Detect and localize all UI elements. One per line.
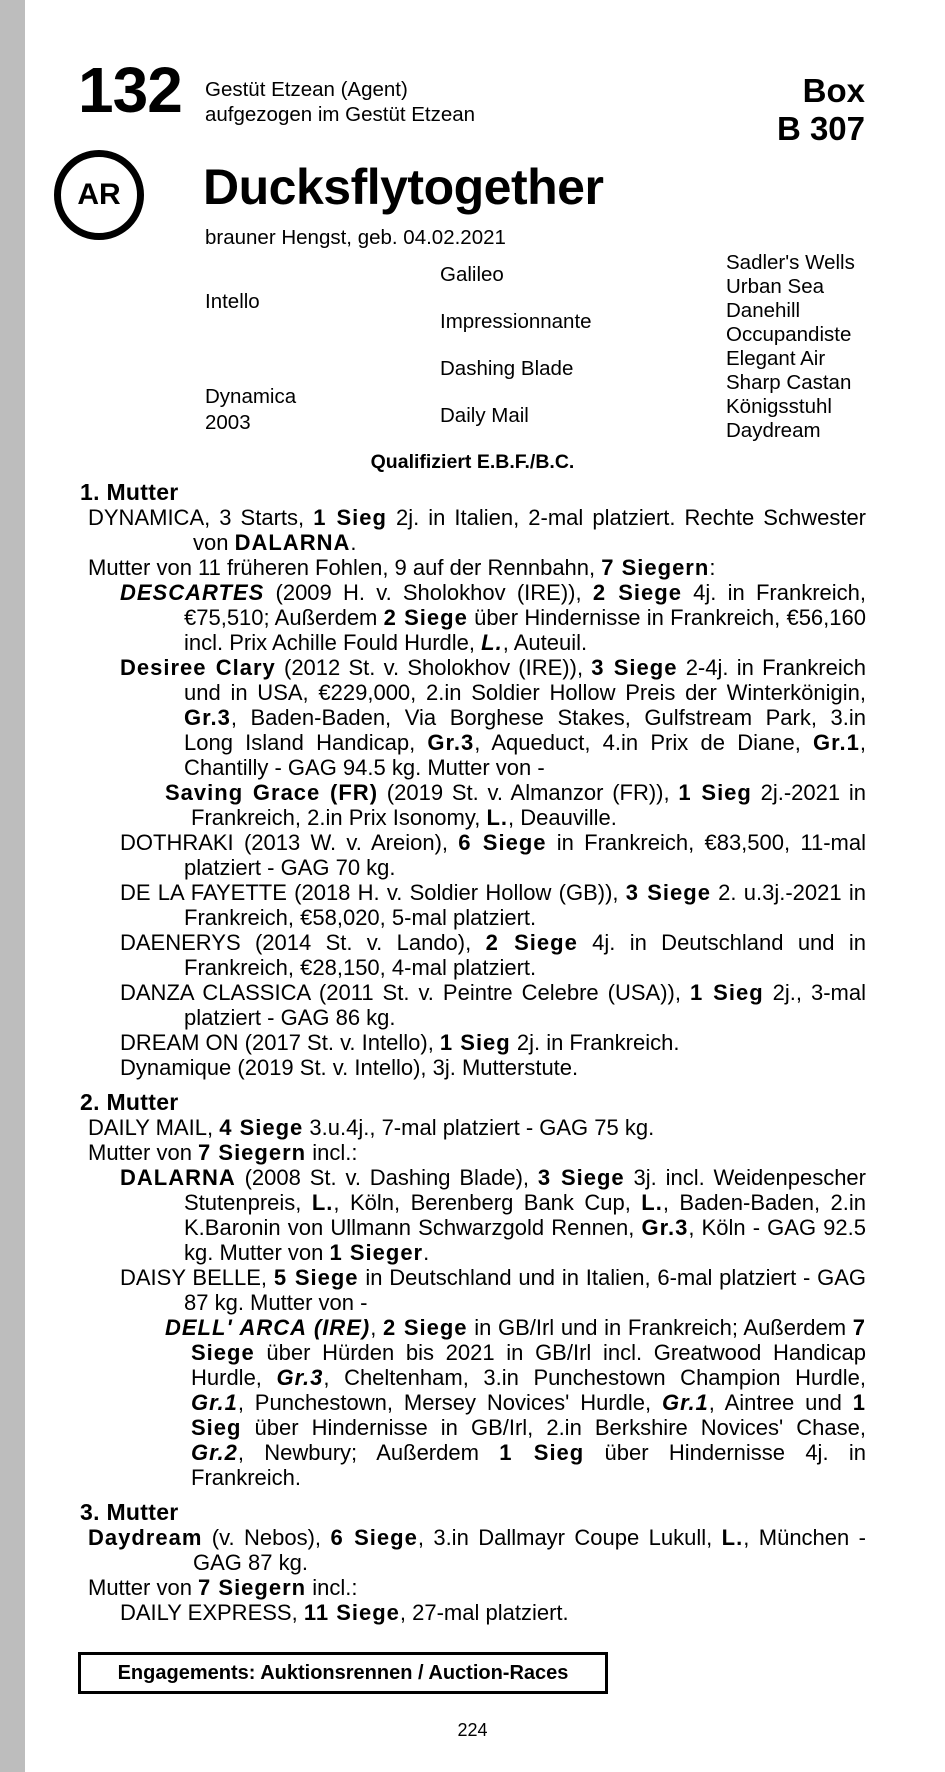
offspring-dell-arca: DELL' ARCA (IRE), 2 Siege in GB/Irl und in Frankreich; Außerdem 7 Siege über Hürden bis 2021 in GB/Irl incl. Greatwood Handicap Hurdle, Gr.3, Cheltenham, 3.in Punchestown Champion Hurdle, Gr.1, Punchestown, Mersey Novices' Hurdle, Gr.1, Aintree und 1 Sieg über Hindernisse in GB/Irl, 2.in Berkshire Novices' Chase, Gr.2, Newbury; Außerdem 1 Sieg über Hindernisse 4j. in Frankreich.	[165, 1315, 866, 1490]
pedigree-sire-sire: Galileo	[440, 263, 504, 286]
pedigree-gen3-item: Daydream	[726, 419, 821, 442]
offspring-desiree-clary: Desiree Clary (2012 St. v. Sholokhov (IRE)), 3 Siege 2-4j. in Frankreich und in USA, €229,000, 2.in Soldier Hollow Preis der Winterkönigin, Gr.3, Baden-Baden, Via Borghese Stakes, Gulfstream Park, 3.in Long Island Handicap, Gr.3, Aqueduct, 4.in Prix de Diane, Gr.1, Chantilly - GAG 94.5 kg. Mutter von -	[120, 655, 866, 780]
pedigree-gen3-item: Elegant Air	[726, 347, 826, 370]
offspring-dynamique: Dynamique (2019 St. v. Intello), 3j. Mutterstute.	[120, 1055, 579, 1080]
dam3-record: Daydream (v. Nebos), 6 Siege, 3.in Dallmayr Coupe Lukull, L., München - GAG 87 kg.	[88, 1525, 866, 1575]
horse-name: Ducksflytogether	[203, 159, 604, 215]
consignor-info	[205, 77, 475, 127]
offspring-dothraki: DOTHRAKI (2013 W. v. Areion), 6 Siege in Frankreich, €83,500, 11-mal platziert - GAG 70 kg.	[120, 830, 867, 880]
pedigree-gen3-item: Sharp Castan	[726, 371, 852, 394]
pedigree-gen3-item: Sadler's Wells	[726, 251, 855, 274]
dam3-produce-summary: Mutter von 7 Siegern incl.:	[88, 1575, 358, 1600]
horse-description: brauner Hengst, geb. 04.02.2021	[205, 226, 506, 249]
box-number: B 307	[776, 110, 865, 147]
pedigree-gen3-item: Urban Sea	[726, 275, 825, 298]
pedigree-gen3-item: Occupandiste	[726, 323, 852, 346]
offspring-daenerys: DAENERYS (2014 St. v. Lando), 2 Siege 4j. in Deutschland und in Frankreich, €28,150, 4-mal platziert.	[120, 930, 866, 980]
breeder-line: aufgezogen im Gestüt Etzean	[205, 103, 476, 126]
dam1-produce-summary: Mutter von 11 früheren Fohlen, 9 auf der Rennbahn, 7 Siegern:	[88, 555, 716, 580]
pedigree-gen3-list	[726, 251, 855, 443]
pedigree-sire-dam: Impressionnante	[440, 310, 592, 333]
offspring-daisy-belle: DAISY BELLE, 5 Siege in Deutschland und in Italien, 6-mal platziert - GAG 87 kg. Mutter von -	[120, 1265, 867, 1315]
qualification: Qualifiziert E.B.F./B.C.	[370, 451, 575, 473]
dam1-record: DYNAMICA, 3 Starts, 1 Sieg 2j. in Italien, 2-mal platziert. Rechte Schwester von DALARNA.	[88, 505, 867, 555]
offspring-dalarna: DALARNA (2008 St. v. Dashing Blade), 3 Siege 3j. incl. Weidenpescher Stutenpreis, L., Köln, Berenberg Bank Cup, L., Baden-Baden, 2.in K.Baronin von Ullmann Schwarzgold Rennen, Gr.3, Köln - GAG 92.5 kg. Mutter von 1 Sieger.	[120, 1165, 867, 1265]
offspring-daily-express: DAILY EXPRESS, 11 Siege, 27-mal platziert.	[120, 1600, 569, 1625]
pedigree-dam-sire: Dashing Blade	[440, 357, 574, 380]
section-heading-dam2: 2. Mutter	[80, 1089, 179, 1115]
pedigree-dam: Dynamica	[205, 385, 297, 408]
pedigree-sire: Intello	[205, 290, 260, 313]
pedigree-gen3-item: Danehill	[726, 299, 801, 322]
left-margin-bar	[0, 0, 25, 1772]
dam2-produce-summary: Mutter von 7 Siegern incl.:	[88, 1140, 358, 1165]
box-info	[777, 72, 865, 148]
offspring-dream-on: DREAM ON (2017 St. v. Intello), 1 Sieg 2j. in Frankreich.	[120, 1030, 680, 1055]
page-number: 224	[457, 1720, 488, 1740]
box-label: Box	[802, 72, 865, 109]
offspring-descartes: DESCARTES (2009 H. v. Sholokhov (IRE)), 2 Siege 4j. in Frankreich, €75,510; Außerdem 2 Siege über Hindernisse in Frankreich, €56,160 incl. Prix Achille Fould Hurdle, L., Auteuil.	[120, 580, 866, 655]
pedigree-gen3-item: Königsstuhl	[726, 395, 832, 418]
section-heading-dam1: 1. Mutter	[80, 479, 179, 505]
dam-line-text	[80, 480, 866, 1625]
offspring-danza-classica: DANZA CLASSICA (2011 St. v. Peintre Celebre (USA)), 1 Sieg 2j., 3-mal platziert - GAG 86 kg.	[120, 980, 866, 1030]
section-heading-dam3: 3. Mutter	[80, 1499, 179, 1525]
pedigree-dam-year: 2003	[205, 411, 251, 434]
engagements-box: Engagements: Auktionsrennen / Auction-Races	[78, 1652, 608, 1694]
ar-badge: AR	[54, 150, 144, 240]
dam2-record: DAILY MAIL, 4 Siege 3.u.4j., 7-mal platziert - GAG 75 kg.	[88, 1115, 655, 1140]
pedigree-dam-dam: Daily Mail	[440, 404, 529, 427]
offspring-de-la-fayette: DE LA FAYETTE (2018 H. v. Soldier Hollow (GB)), 3 Siege 2. u.3j.-2021 in Frankreich, €58,020, 5-mal platziert.	[120, 880, 866, 930]
consignor-line: Gestüt Etzean (Agent)	[205, 78, 408, 101]
lot-number: 132	[78, 54, 182, 126]
offspring-saving-grace: Saving Grace (FR) (2019 St. v. Almanzor (FR)), 1 Sieg 2j.-2021 in Frankreich, 2.in Prix Isonomy, L., Deauville.	[165, 780, 867, 830]
